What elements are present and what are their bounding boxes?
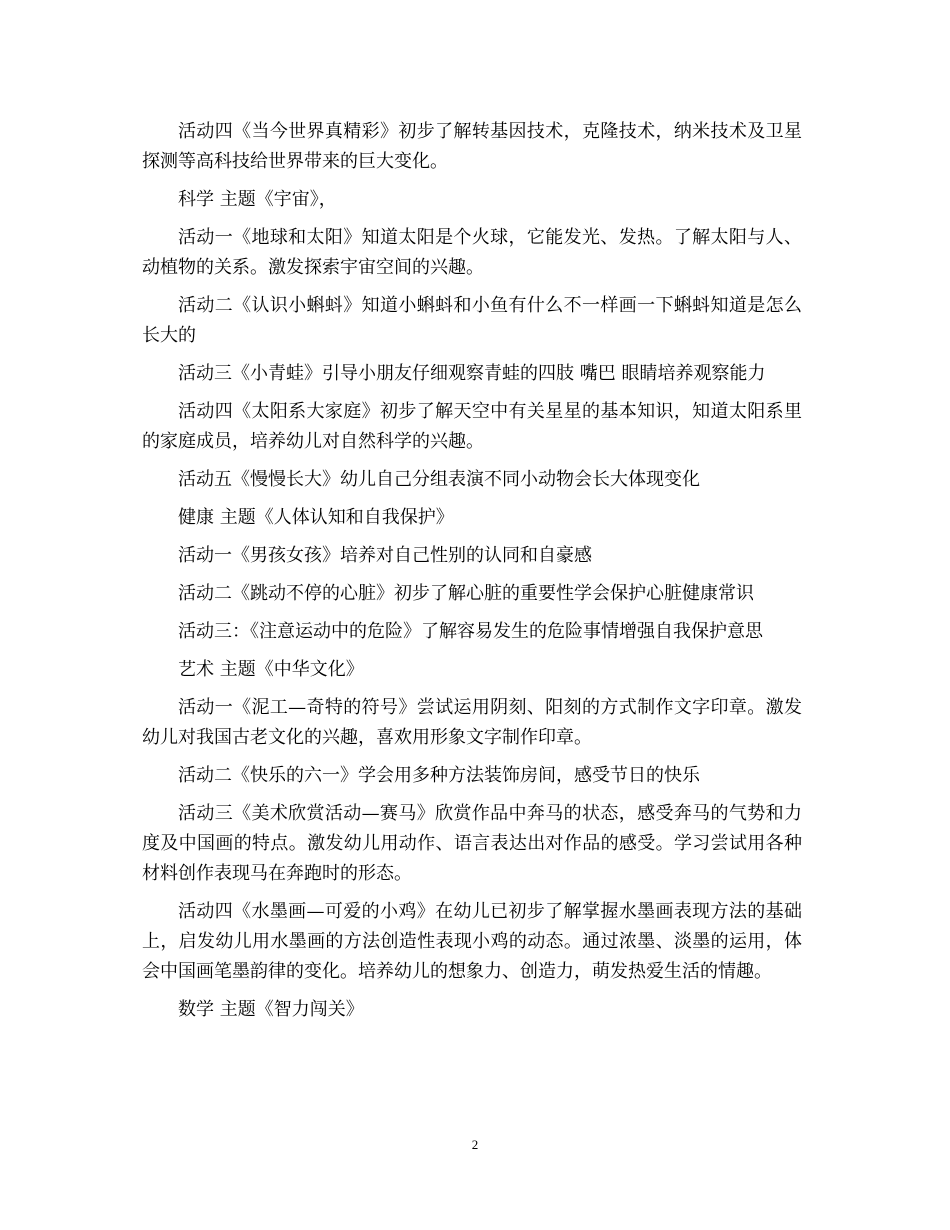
paragraph: 活动二《快乐的六一》学会用多种方法装饰房间，感受节日的快乐 bbox=[178, 765, 700, 786]
paragraph: 活动一《男孩女孩》培养对自己性别的认同和自豪感 bbox=[178, 545, 592, 566]
paragraph: 活动五《慢慢长大》幼儿自己分组表演不同小动物会长大体现变化 bbox=[178, 469, 700, 490]
paragraph: 活动四《当今世界真精彩》初步了解转基因技术，克隆技术，纳米技术及卫星探测等高科技给世界带来的巨大变化。 bbox=[142, 121, 802, 172]
paragraph: 活动四《太阳系大家庭》初步了解天空中有关星星的基本知识，知道太阳系里的家庭成员，培养幼儿对自然科学的兴趣。 bbox=[142, 401, 802, 452]
paragraph: 活动二《认识小蝌蚪》知道小蝌蚪和小鱼有什么不一样画一下蝌蚪知道是怎么长大的 bbox=[142, 295, 802, 346]
paragraph: 活动三《美术欣赏活动—赛马》欣赏作品中奔马的状态，感受奔马的气势和力度及中国画的特点。激发幼儿用动作、语言表达出对作品的感受。学习尝试用各种材料创作表现马在奔跑时的形态。 bbox=[142, 803, 802, 884]
page-number: 2 bbox=[471, 1137, 479, 1152]
section-heading: 科学 主题《宇宙》， bbox=[178, 189, 337, 210]
paragraph: 活动二《跳动不停的心脏》初步了解心脏的重要性学会保护心脏健康常识 bbox=[178, 583, 754, 604]
section-heading: 健康 主题《人体认知和自我保护》 bbox=[178, 507, 454, 528]
paragraph: 活动三：《注意运动中的危险》了解容易发生的危险事情增强自我保护意思 bbox=[178, 621, 763, 642]
section-heading: 数学 主题《智力闯关》 bbox=[178, 999, 364, 1020]
paragraph: 活动四《水墨画—可爱的小鸡》在幼儿已初步了解掌握水墨画表现方法的基础上，启发幼儿用水墨画的方法创造性表现小鸡的动态。通过浓墨、淡墨的运用，体会中国画笔墨韵律的变化。培养幼儿的想象力、创造力，萌发热爱生活的情趣。 bbox=[142, 901, 802, 982]
section-heading: 艺术 主题《中华文化》 bbox=[178, 659, 364, 680]
paragraph: 活动一《泥工—奇特的符号》尝试运用阴刻、阳刻的方式制作文字印章。激发幼儿对我国古老文化的兴趣，喜欢用形象文字制作印章。 bbox=[142, 697, 802, 748]
document-body bbox=[142, 117, 802, 1033]
paragraph: 活动三《小青蛙》引导小朋友仔细观察青蛙的四肢 嘴巴 眼睛培养观察能力 bbox=[178, 363, 766, 384]
paragraph: 活动一《地球和太阳》知道太阳是个火球，它能发光、发热。了解太阳与人、动植物的关系。激发探索宇宙空间的兴趣。 bbox=[142, 227, 802, 278]
